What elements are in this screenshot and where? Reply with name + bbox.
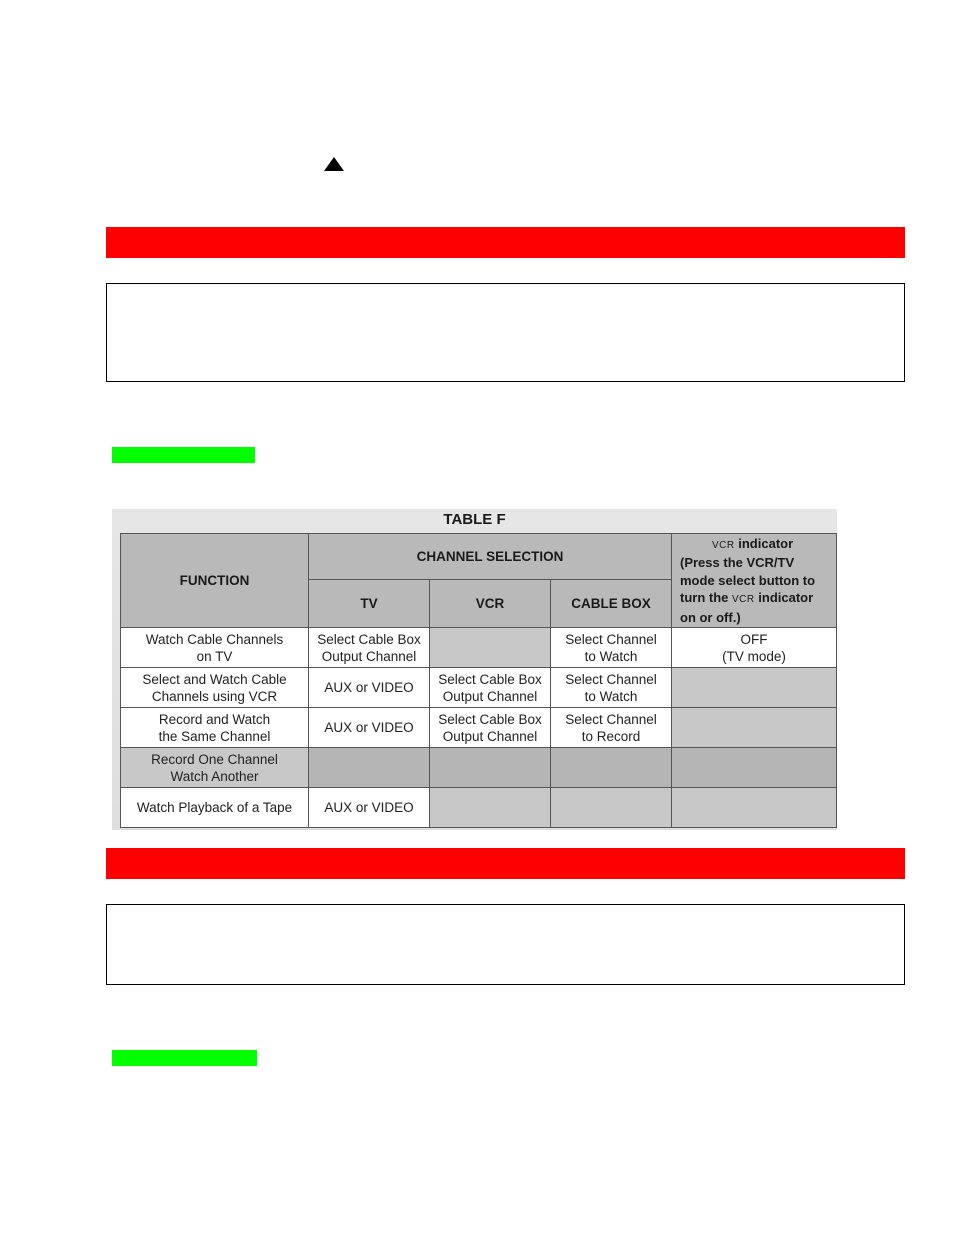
tv-cell: AUX or VIDEO [309, 708, 430, 748]
cable-box-cell: Select Channel to Watch [551, 668, 672, 708]
function-cell: Record and Watch the Same Channel [121, 708, 309, 748]
vcr-cell: Select Cable Box Output Channel [430, 708, 551, 748]
indicator-cell [672, 668, 837, 708]
indicator-cell [672, 748, 837, 788]
vcr-cell [430, 788, 551, 828]
cable-box-cell: Select Channel to Record [551, 708, 672, 748]
table-row [121, 628, 837, 668]
indicator-cell [672, 708, 837, 748]
vcr-cell [430, 748, 551, 788]
table-row [121, 748, 837, 788]
indicator-cell [672, 788, 837, 828]
header-cable-box: CABLE BOX [551, 580, 672, 628]
cable-box-cell: Select Channel to Watch [551, 628, 672, 668]
header-vcr: VCR [430, 580, 551, 628]
function-cell: Watch Cable Channels on TV [121, 628, 309, 668]
section-header-bar-2 [106, 848, 905, 879]
note-box-1 [106, 283, 905, 382]
vcr-cell [430, 628, 551, 668]
tv-cell [309, 748, 430, 788]
highlight-bar-1 [112, 447, 255, 463]
header-tv: TV [309, 580, 430, 628]
table-title: TABLE F [443, 511, 506, 528]
section-header-bar-1 [106, 227, 905, 258]
tv-cell: Select Cable Box Output Channel [309, 628, 430, 668]
cable-box-cell [551, 748, 672, 788]
note-box-2 [106, 904, 905, 985]
tv-cell: AUX or VIDEO [309, 788, 430, 828]
function-cell: Record One Channel Watch Another [121, 748, 309, 788]
function-cell: Select and Watch Cable Channels using VCR [121, 668, 309, 708]
table-row [121, 708, 837, 748]
cable-box-cell [551, 788, 672, 828]
table-row [121, 788, 837, 828]
table-f [120, 533, 837, 828]
table-f-image [112, 509, 837, 830]
table-row [121, 668, 837, 708]
tv-cell: AUX or VIDEO [309, 668, 430, 708]
highlight-bar-2 [112, 1050, 257, 1066]
up-arrow-icon [324, 157, 344, 171]
indicator-cell: OFF (TV mode) [672, 628, 837, 668]
header-indicator: VCR indicator (Press the VCR/TV mode select button to turn the VCR indicator on or off.) [672, 534, 837, 628]
function-cell: Watch Playback of a Tape [121, 788, 309, 828]
vcr-cell: Select Cable Box Output Channel [430, 668, 551, 708]
header-channel-selection: CHANNEL SELECTION [309, 534, 672, 580]
header-function: FUNCTION [121, 534, 309, 628]
